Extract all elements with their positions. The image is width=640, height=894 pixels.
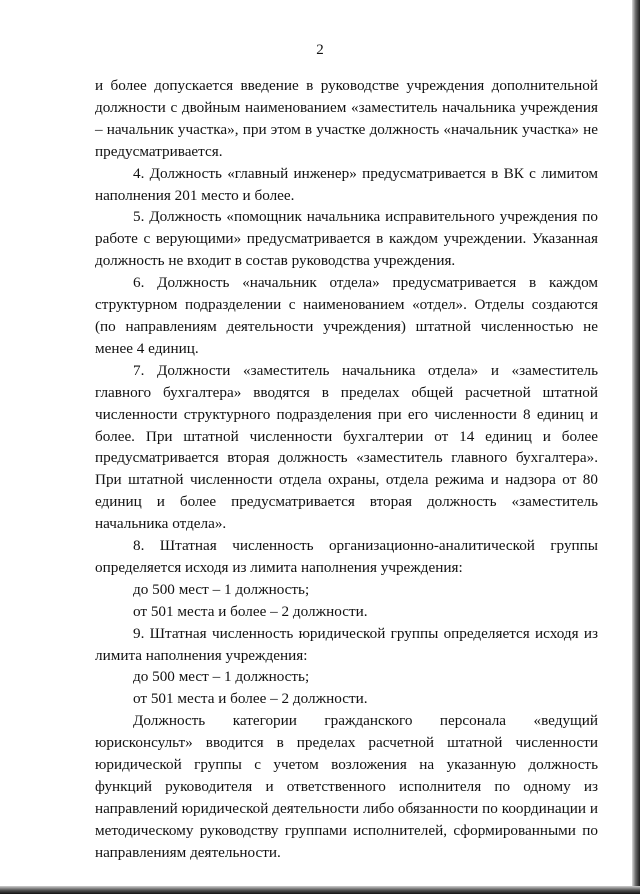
- page-number: 2: [316, 42, 324, 58]
- list-item: до 500 мест – 1 должность;: [133, 580, 310, 598]
- paragraph-item-5: 5. Должность «помощник начальника исправительного учреждения по работе с верующими» предусматривается в каждом учреждении. Указанная должность не входит в состав руководства учреждения.: [95, 208, 598, 270]
- document-body: [95, 75, 598, 864]
- paragraph-legal-counsel: Должность категории гражданского персонала «ведущий юрисконсульт» вводится в пределах расчетной штатной численности юридической группы с учетом возложения на указанную должность функций руководителя и ответственного исполнителя по одному из направлений юридической деятельности либо обязанности по координации и методическому руководству группами исполнителей, сформированными по направлениям деятельности.: [95, 712, 598, 861]
- list-item: от 501 места и более – 2 должности.: [133, 690, 368, 708]
- paragraph-item-4: 4. Должность «главный инженер» предусматривается в ВК с лимитом наполнения 201 место и более.: [95, 164, 598, 204]
- paragraph-item-9: 9. Штатная численность юридической группы определяется исходя из лимита наполнения учреждения:: [95, 624, 598, 664]
- paragraph-item-6: 6. Должность «начальник отдела» предусматривается в каждом структурном подразделении с наименованием «отдел». Отделы создаются (по направлениям деятельности учреждения) штатной численностью не менее 4 единиц.: [95, 274, 598, 357]
- paragraph-continuation: и более допускается введение в руководстве учреждения дополнительной должности с двойным наименованием «заместитель начальника учреждения – начальник участка», при этом в участке должность «начальник участка» не предусматривается.: [95, 77, 598, 160]
- paragraph-item-7: 7. Должности «заместитель начальника отдела» и «заместитель главного бухгалтера» вводятся в пределах общей расчетной штатной численности структурного подразделения при его численности 8 единиц и более. При штатной численности бухгалтерии от 14 единиц и более предусматривается вторая должность «заместитель главного бухгалтера». При штатной численности отдела охраны, отдела режима и надзора от 80 единиц и более предусматривается вторая должность «заместитель начальника отдела».: [95, 361, 598, 533]
- scan-edge-bottom: [0, 886, 640, 894]
- paragraph-item-8: 8. Штатная численность организационно-аналитической группы определяется исходя из лимита наполнения учреждения:: [95, 537, 598, 576]
- scan-edge-right: [632, 0, 640, 894]
- list-item: от 501 места и более – 2 должности.: [133, 602, 368, 620]
- list-item: до 500 мест – 1 должность;: [133, 668, 310, 686]
